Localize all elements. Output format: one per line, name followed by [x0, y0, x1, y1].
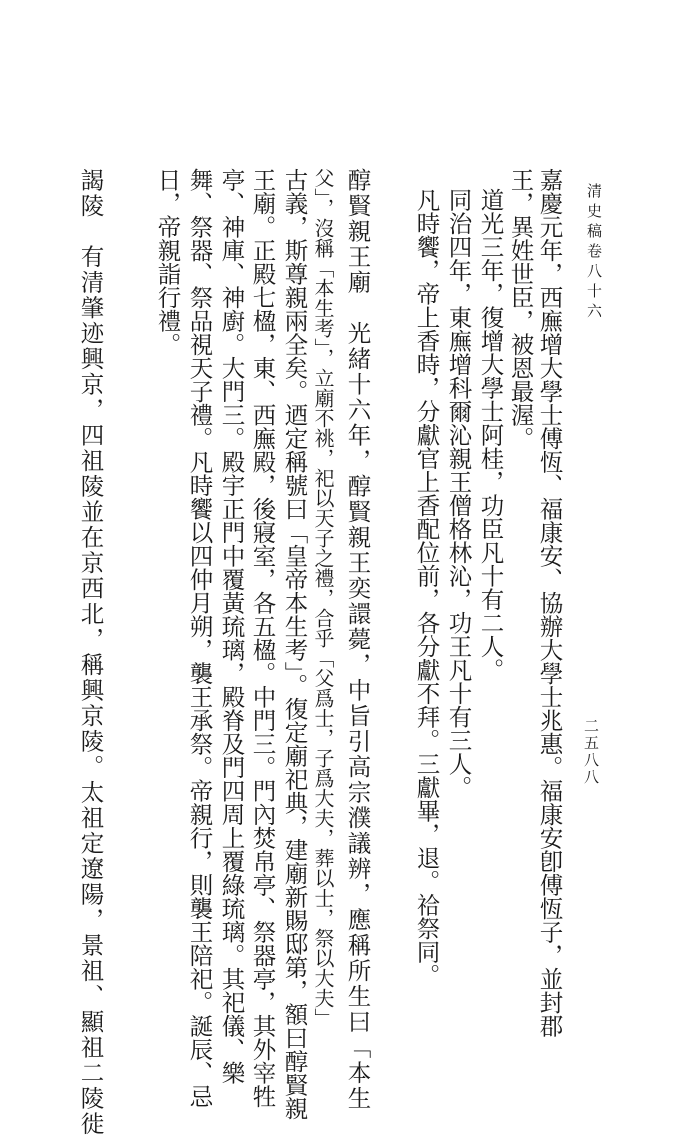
text-column: 道光三年，復增大學士阿桂，功臣凡十有二人。: [476, 188, 505, 682]
text-column: 同治四年，東廡增科爾沁親王僧格林沁，功王凡十有三人。: [444, 188, 473, 799]
text-column: 古義，斯尊親兩全矣。迺定稱號曰「皇帝本生考」。復定廟祀典，建廟新賜邸第，額曰醇賢親: [280, 168, 309, 1120]
text-column: 舞、祭器、祭品視天子禮。凡時饗以四仲月朔，襲王承祭。帝親行，則襲王陪祀。誕辰、忌: [185, 168, 214, 1108]
text-column: 王廟。正殿七楹，東、西廡殿，後寢室，各五楹。中門三。門內焚帛亭、祭器亭，其外宰牲: [248, 168, 277, 1108]
text-column: 日，帝親詣行禮。: [153, 168, 182, 356]
text-column: 王，異姓世臣，被恩最渥。: [506, 168, 535, 450]
page-number: 二五八八: [582, 718, 600, 786]
text-column: 凡時饗，帝上香時，分獻官上香配位前，各分獻不拜。三獻畢，退。祫祭同。: [412, 188, 441, 987]
text-column: 父」，沒稱「本生考」，立廟不祧，祀以天子之禮，合乎「父爲士，子爲大夫，葬以士，祭以大夫」: [311, 168, 335, 1028]
section-title: 謁陵 有清肇迹興京，四祖陵並在京西北，稱興京陵。太祖定遼陽，景祖、顯祖二陵徙: [76, 168, 105, 1137]
text-column: 亭、神庫、神廚。大門三。殿宇正門中覆黃琉璃，殿脊及門四周上覆綠琉璃。其祀儀、樂: [217, 168, 246, 1085]
running-header: 清史稿卷八十六: [585, 183, 603, 323]
section-title: 醇賢親王廟 光緒十六年，醇賢親王奕譞薨，中旨引高宗濮議辨，應稱所生曰「本生: [343, 168, 372, 1112]
text-column: 嘉慶元年，西廡增大學士傅恆、福康安、協辦大學士兆惠。福康安卽傅恆子，並封郡: [535, 168, 564, 1038]
